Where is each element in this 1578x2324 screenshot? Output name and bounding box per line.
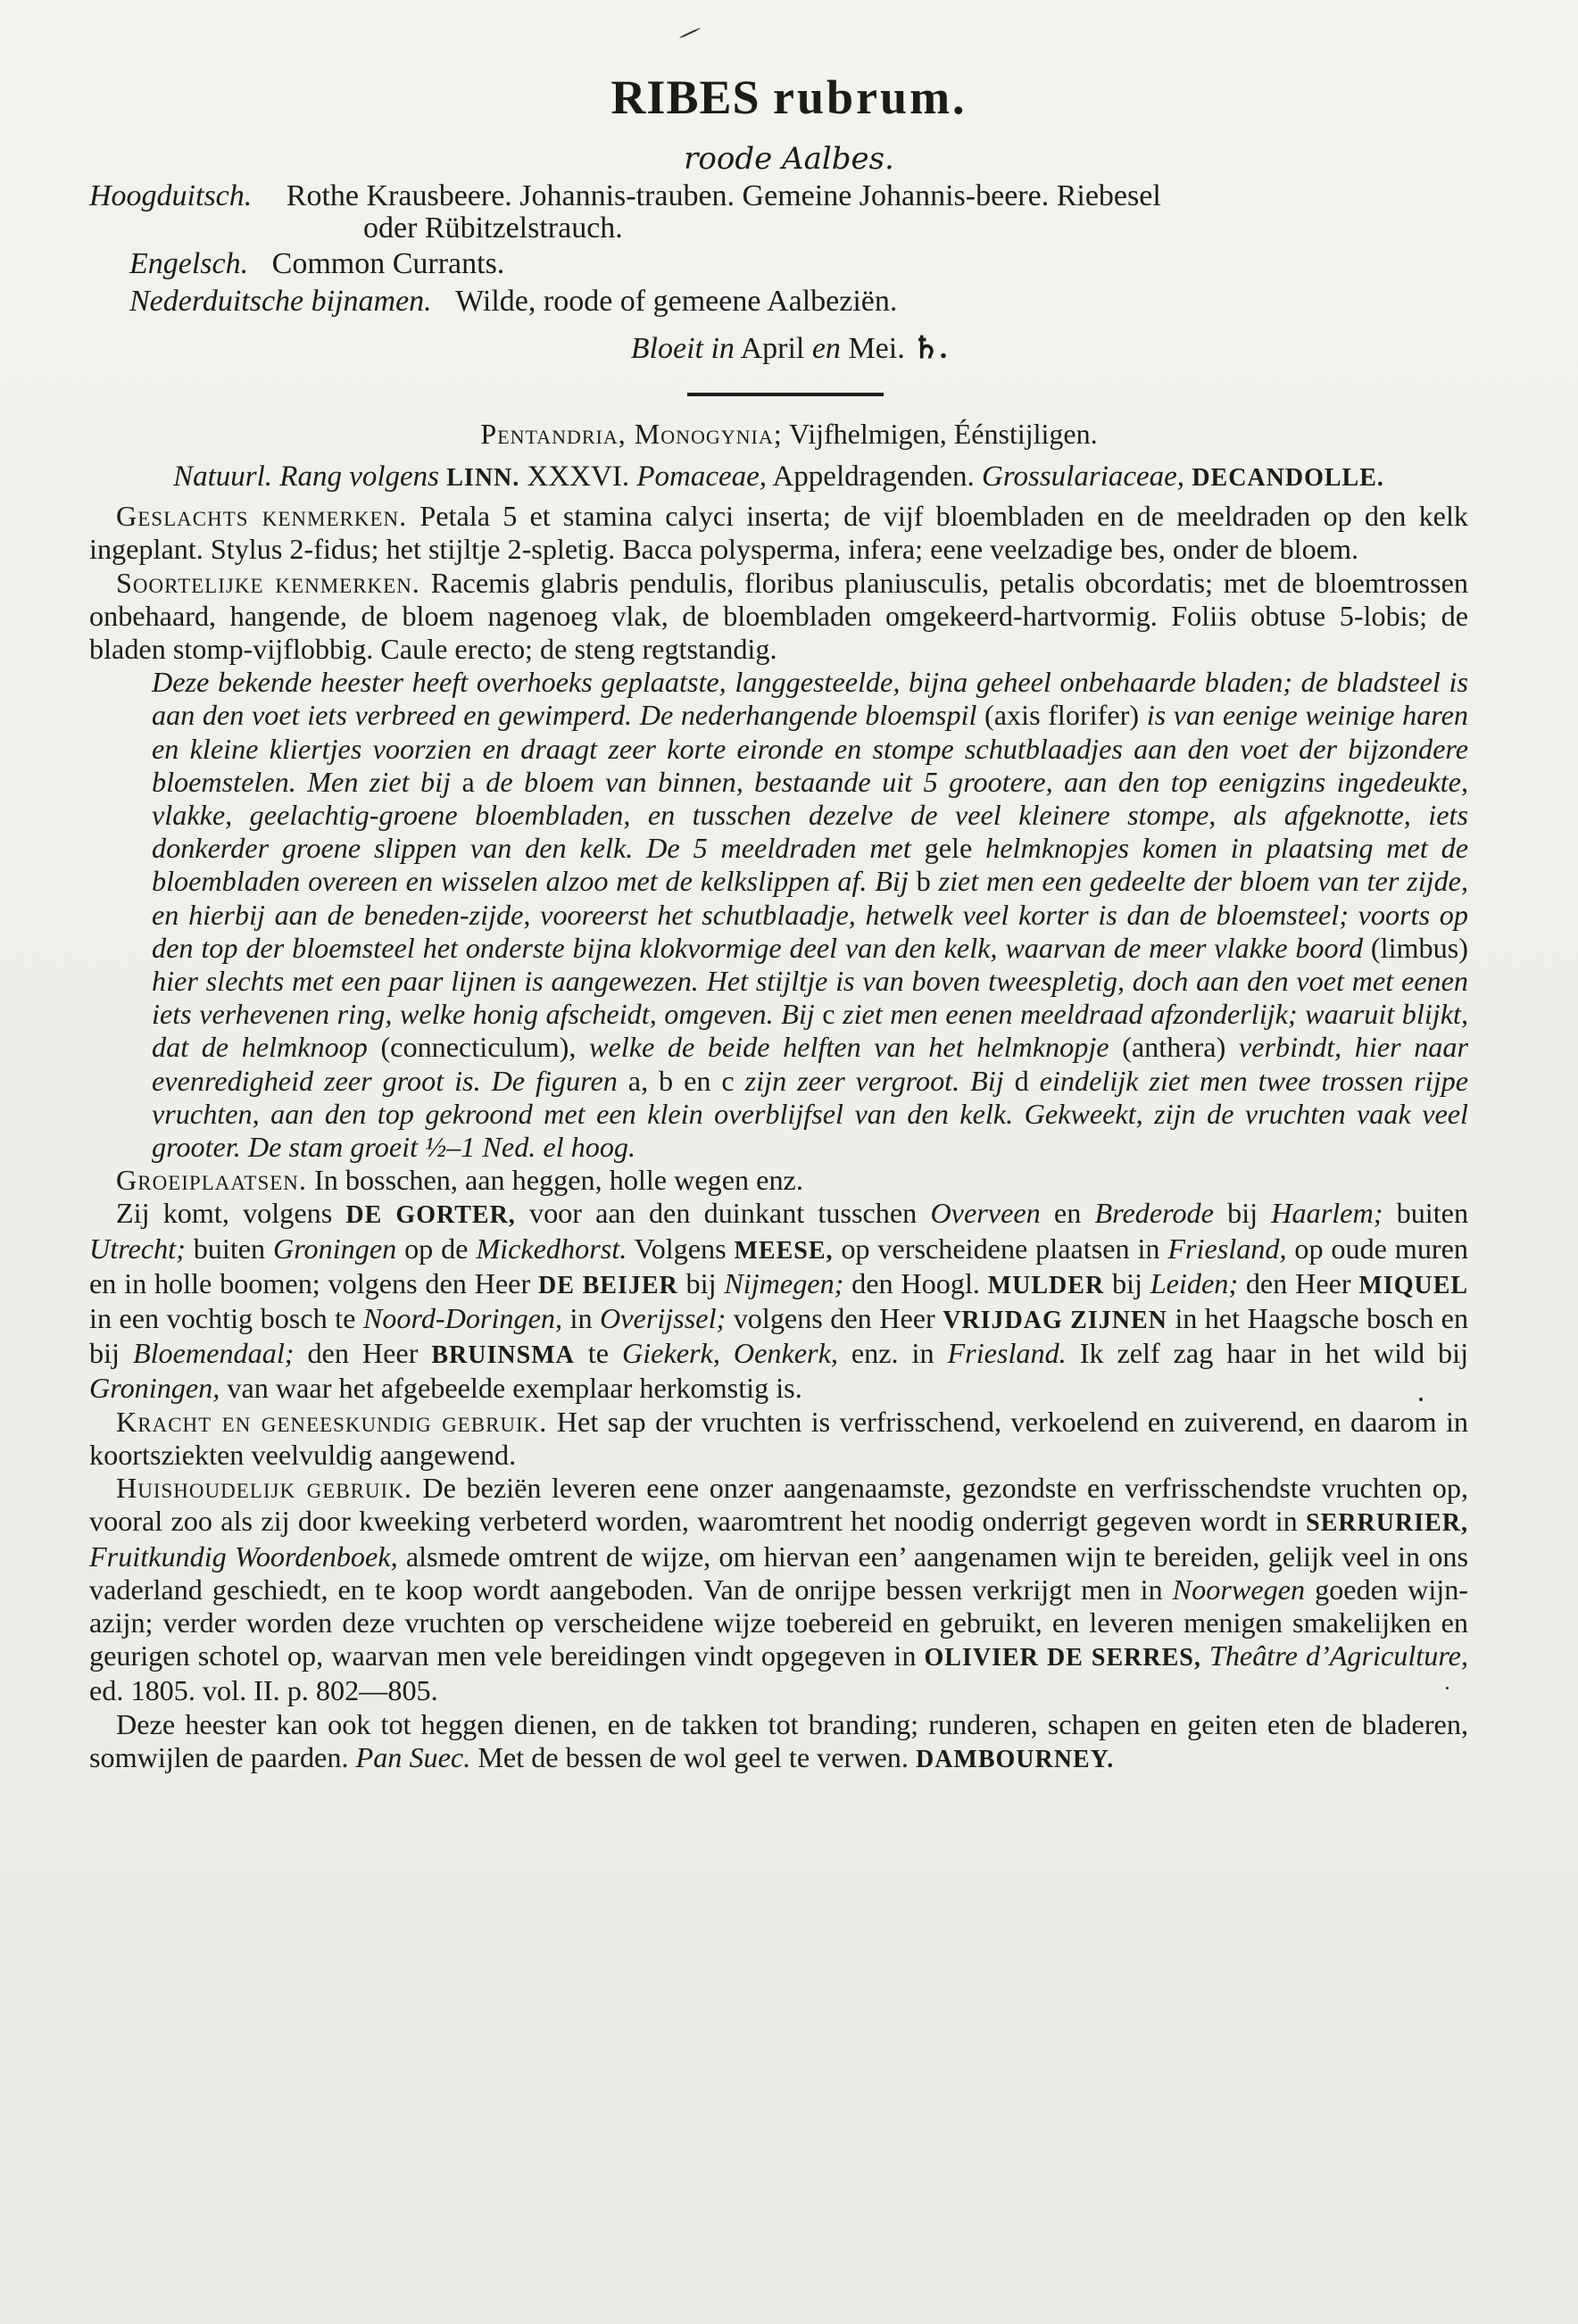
desc-part: is van eenige weinige haren en kleine kliertjes voorzien en draagt zeer korte eironde en stompe schutblaadjes aan den voet der bijzondere bloemstelen. Men ziet bij <box>152 699 1469 798</box>
bijnamen-line <box>129 284 1522 320</box>
linnaean-class: Pentandria, Monogynia; <box>480 418 783 450</box>
place-name: Friesland. <box>947 1337 1067 1370</box>
desc-latin-term: (axis florifer) <box>984 699 1140 732</box>
desc-part: zijn zeer vergroot. Bij <box>744 1064 1004 1097</box>
habitat-label: Groeiplaatsen. <box>116 1164 307 1197</box>
desc-part-roman: gele <box>924 832 973 865</box>
habitat-part: den Heer <box>1245 1266 1351 1299</box>
habitat-part: van waar het afgebeelde exemplaar herkomstig is. <box>227 1372 802 1405</box>
bloeit-label: Bloeit in <box>630 332 735 365</box>
author-name: DE BEIJER <box>537 1271 678 1299</box>
habitat-part: voor aan den duinkant tusschen <box>528 1197 918 1230</box>
household-part: goeden wijn-azijn; verder worden deze vruchten op verscheidene wijze toebereid en gebruikt, en leveren menigen smakelijken en geurigen schotel op, waarvan men vele bereidingen vindt opgegeven in <box>89 1573 1469 1672</box>
genus-characters-text: Petala 5 et stamina calyci inserta; de vijf bloembladen en de meeldraden op den kelk ingeplant. Stylus 2-fidus; het stijltje 2-spletig. Bacca polysperma, infera; eene veelzadige bes, onder de bloem. <box>89 500 1469 566</box>
species-characters <box>89 567 1468 667</box>
species-name: rubrum. <box>773 71 968 124</box>
place-name: Giekerk, <box>621 1337 720 1370</box>
figure-ref-c: c <box>822 998 835 1031</box>
bijnamen-text: Wilde, roode of gemeene Aalbeziën. <box>455 285 898 318</box>
habitat-part: en <box>1053 1197 1082 1230</box>
place-name: Overijssel; <box>600 1302 727 1335</box>
place-name: Bloemendaal; <box>132 1337 295 1370</box>
habitat-part: Ik zelf zag haar in het wild bij <box>1079 1337 1469 1370</box>
habitat-locations <box>89 1197 1468 1405</box>
hoogduitsch-line <box>89 178 1482 214</box>
household-part: Met de bessen de wol geel te verwen. <box>478 1740 909 1773</box>
title-divider <box>687 393 884 396</box>
desc-part: eindelijk ziet men twee trossen rijpe vruchten, aan den top gekroond met een klein overblijfsel van den kelk. Gekweekt, zijn de vruchten vaak veel grooter. De stam groeit ½–1 Ned. el hoog. <box>152 1064 1469 1164</box>
genus-characters-label: Geslachts kenmerken. <box>116 500 408 533</box>
rank-linn: LINN. <box>446 464 520 492</box>
household-part: De beziën leveren eene onzer aangenaamste, gezondste en verfrisschendste vruchten op, vooral zoo als zij door kweeking verbeterd worden, waaromtrent het noodig onderrigt gegeven wordt in <box>89 1472 1468 1538</box>
desc-latin-term: (anthera) <box>1122 1031 1226 1064</box>
author-name: MEESE, <box>734 1236 834 1265</box>
habitat-part: bij <box>1111 1266 1142 1299</box>
desc-latin-term: (connecticulum), <box>380 1031 577 1064</box>
place-name: Oenkerk, <box>733 1337 838 1370</box>
hoogduitsch-text: Rothe Krausbeere. Johannis-trauben. Gemeine Johannis-beere. Riebesel <box>286 179 1161 212</box>
household-use-label: Huishoudelijk gebruik. <box>116 1472 412 1505</box>
species-characters-label: Soortelijke kenmerken. <box>116 566 420 599</box>
natural-rank <box>89 461 1468 494</box>
rank-decandolle: DECANDOLLE. <box>1192 464 1384 492</box>
desc-part: verbindt, hier naar evenredigheid zeer groot is. De figuren <box>152 1031 1469 1097</box>
figure-ref-b: b <box>916 865 931 898</box>
desc-part: welke de beide helften van het helmknopje <box>589 1031 1109 1064</box>
habitat-part: buiten <box>193 1232 266 1265</box>
habitat-part: op de <box>404 1232 469 1265</box>
desc-part: helmknopjes komen in plaatsing met de bloembladen overeen en wisselen alzoo met de kelkslippen af. Bij <box>152 832 1469 898</box>
shrub-symbol-icon: ♄. <box>912 332 948 365</box>
author-name: DAMBOURNEY. <box>915 1745 1115 1773</box>
place-name: Noorwegen <box>1172 1573 1306 1606</box>
habitat-part: in <box>569 1302 593 1335</box>
habitat-part: te <box>587 1337 610 1370</box>
place-name: Friesland, <box>1167 1232 1287 1265</box>
rank-appeldragenden: Appeldragenden. <box>772 461 975 493</box>
habitat-part: bij <box>685 1266 717 1299</box>
linnaean-class-dutch: Vijfhelmigen, Éénstijligen. <box>789 418 1098 450</box>
place-name: Brederode <box>1094 1197 1214 1230</box>
engelsch-text: Common Currants. <box>271 247 505 280</box>
habitat-part: Volgens <box>634 1232 727 1265</box>
desc-latin-term: (limbus) <box>1370 931 1468 964</box>
page-title <box>0 70 1578 125</box>
place-name: Leiden; <box>1150 1266 1239 1299</box>
author-name: MIQUEL <box>1358 1271 1469 1299</box>
habitat-part: buiten <box>1396 1197 1469 1230</box>
place-name: Groningen, <box>89 1372 220 1405</box>
place-name: Groningen <box>272 1232 397 1265</box>
bloeit-mei: Mei. <box>848 332 905 365</box>
place-name: Haarlem; <box>1271 1197 1383 1230</box>
place-name: Utrecht; <box>89 1232 186 1265</box>
flowering-line <box>0 330 1578 366</box>
place-name: Mickedhorst. <box>476 1232 627 1265</box>
medicinal-use-text: Het sap der vruchten is verfrisschend, verkoelend en zuiverend, en daarom in koortsziekten veelvuldig aangewend. <box>89 1405 1468 1471</box>
habitat-heading <box>89 1164 1468 1197</box>
habitat-part: volgens den Heer <box>733 1302 935 1335</box>
book-title: Theâtre d’Agriculture, <box>1208 1639 1469 1672</box>
engelsch-line <box>129 246 1522 282</box>
author-name: SERRURIER, <box>1306 1509 1468 1538</box>
ink-speck <box>1419 1398 1423 1401</box>
habitat-part: enz. in <box>851 1337 934 1370</box>
place-name: Noord-Doringen, <box>362 1302 563 1335</box>
bijnamen-label: Nederduitsche bijnamen. <box>129 285 432 318</box>
rank-number: XXXVI. <box>527 461 630 493</box>
hoogduitsch-label: Hoogduitsch. <box>89 179 253 212</box>
figure-ref-abc: a, b en c <box>627 1064 735 1097</box>
plant-description <box>89 666 1468 1164</box>
dutch-common-name: roode Aalbes. <box>684 141 894 177</box>
habitat-part: bij <box>1227 1197 1258 1230</box>
genus-name: RIBES <box>610 71 760 124</box>
rank-label: Natuurl. Rang volgens <box>173 461 439 493</box>
habitat-part: in het Haagsche bosch en bij <box>89 1302 1469 1370</box>
ink-speck <box>1446 1687 1449 1689</box>
household-use <box>89 1472 1468 1707</box>
desc-part: hier slechts met een paar lijnen is aangewezen. Het stijltje is van boven tweespletig, doch aan den voet met eenen iets verhevenen ring, welke honig afscheidt, omgeven. Bij <box>152 965 1468 1031</box>
author-name: OLIVIER DE SERRES, <box>924 1644 1201 1672</box>
habitat-part: den Hoogl. <box>851 1266 980 1299</box>
desc-part: de bloem van binnen, bestaande uit 5 grootere, aan den top eenigzins ingedeukte, vlakke, geelachtig-groene bloembladen, en tusschen dezelve de veel kleinere stompe, als afgeknotte, iets donkerder groene slippen van den kelk. De 5 meeldraden met <box>152 765 1469 865</box>
bloeit-en: en <box>811 332 841 365</box>
species-characters-text: Racemis glabris pendulis, floribus planiusculis, petalis obcordatis; met de bloemtrossen onbehaard, hangende, de bloem nagenoeg vlak, de bloembladen omgekeerd-hartvormig. Foliis obtuse 5-lobis; de bladen stomp-vijflobbig. Caule erecto; de steng regtstandig. <box>89 566 1468 666</box>
habitat-part: den Heer <box>307 1337 419 1370</box>
household-part: alsmede omtrent de wijze, om hiervan een’ aangenamen wijn te bereiden, gelijk veel in ons vaderland geschiedt, en te koop wordt aangeboden. Van de onrijpe bessen verkrijgt men in <box>89 1540 1468 1606</box>
engelsch-label: Engelsch. <box>129 247 249 280</box>
author-name: MULDER <box>987 1271 1105 1299</box>
ink-speck <box>679 28 701 39</box>
desc-part: ziet men eenen meeldraad afzonderlijk; waaruit blijkt, dat de helmknoop <box>152 998 1468 1064</box>
habitat-part: op verscheidene plaatsen in <box>841 1232 1160 1265</box>
medicinal-use <box>89 1406 1468 1472</box>
desc-part: ziet men een gedeelte der bloem van ter zijde, en hierbij aan de beneden-zijde, vooreerst het schutblaadje, hetwelk veel korter is dan de bloemsteel; voorts op den top der bloemsteel het onderste bijna klokvormige deel van den kelk, waarvan de meer vlakke boord <box>152 865 1469 964</box>
body-text <box>89 461 1468 1776</box>
place-name: Nijmegen; <box>724 1266 844 1299</box>
habitat-part: op oude muren en in holle boomen; volgens den Heer <box>89 1232 1469 1299</box>
figure-ref-d: d <box>1014 1064 1029 1097</box>
habitat-part: in een vochtig bosch te <box>89 1302 356 1335</box>
household-part: ed. 1805. vol. II. p. 802—805. <box>89 1674 438 1707</box>
desc-part: Deze bekende heester heeft overhoeks geplaatste, langgesteelde, bijna geheel onbehaarde bladen; de bladsteel is aan den voet iets verbreed en gewimperd. De nederhangende bloemspil <box>152 666 1468 732</box>
household-part: Deze heester kan ook tot heggen dienen, en de takken tot branding; runderen, schapen en geiten eten de bladeren, somwijlen de paarden. <box>89 1707 1468 1773</box>
medicinal-use-label: Kracht en geneeskundig gebruik. <box>116 1405 548 1438</box>
habitat-part: Zij komt, volgens <box>116 1197 333 1230</box>
bloeit-april: April <box>740 332 805 365</box>
author-name: BRUINSMA <box>431 1341 575 1370</box>
author-name: DE GORTER, <box>345 1201 516 1230</box>
author-name: VRIJDAG ZIJNEN <box>943 1307 1167 1335</box>
rank-pomaceae: Pomaceae, <box>636 461 768 493</box>
classification-line <box>0 418 1578 451</box>
hoogduitsch-line-2: oder Rübitzelstrauch. <box>363 212 623 245</box>
rank-grossulariaceae: Grossulariaceae, <box>982 461 1185 493</box>
citation: Pan Suec. <box>355 1740 471 1773</box>
habitat-text: In bosschen, aan heggen, holle wegen enz. <box>314 1164 803 1197</box>
household-use-2 <box>89 1708 1468 1776</box>
figure-ref-a: a <box>461 765 475 798</box>
genus-characters <box>89 500 1468 566</box>
place-name: Overveen <box>930 1197 1041 1230</box>
book-title: Fruitkundig Woordenboek, <box>89 1540 398 1573</box>
